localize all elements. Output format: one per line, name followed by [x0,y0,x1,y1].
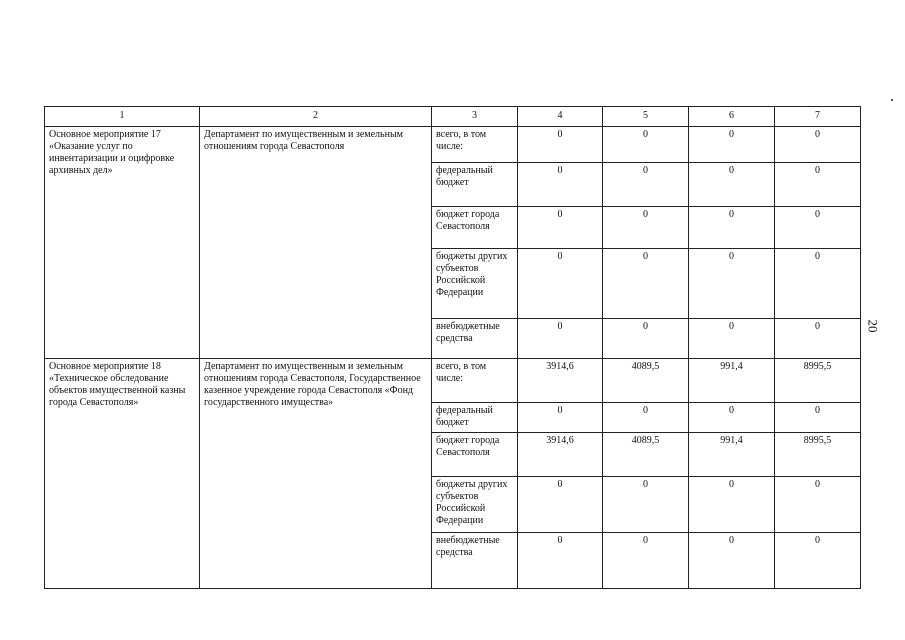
value-cell: 991,4 [689,433,775,477]
measure-cell: Основное мероприятие 18 «Техническое обследование объектов имущественной казны города Севастополя» [45,359,200,589]
source-cell: внебюджетные средства [432,319,518,359]
value-cell: 0 [518,163,603,207]
value-cell: 0 [689,207,775,249]
value-cell: 0 [689,163,775,207]
value-cell: 0 [518,319,603,359]
value-cell: 0 [775,403,861,433]
header-row [45,107,861,127]
value-cell: 4089,5 [603,359,689,403]
value-cell: 3914,6 [518,359,603,403]
source-cell: всего, в том числе: [432,359,518,403]
value-cell: 0 [518,477,603,533]
value-cell: 0 [518,249,603,319]
value-cell: 0 [603,127,689,163]
header-cell: 4 [518,107,603,127]
value-cell: 0 [775,319,861,359]
value-cell: 0 [518,403,603,433]
scan-speck [891,99,893,101]
value-cell: 0 [518,533,603,589]
table-row [45,359,861,403]
value-cell: 0 [775,533,861,589]
value-cell: 0 [518,207,603,249]
header-cell: 6 [689,107,775,127]
source-cell: бюджет города Севастополя [432,207,518,249]
page-number: 20 [865,319,881,333]
value-cell: 8995,5 [775,359,861,403]
value-cell: 0 [775,207,861,249]
value-cell: 3914,6 [518,433,603,477]
value-cell: 0 [775,127,861,163]
source-cell: всего, в том числе: [432,127,518,163]
value-cell: 4089,5 [603,433,689,477]
header-cell: 5 [603,107,689,127]
value-cell: 0 [603,319,689,359]
value-cell: 0 [689,249,775,319]
source-cell: федеральный бюджет [432,403,518,433]
value-cell: 0 [603,477,689,533]
value-cell: 0 [689,403,775,433]
value-cell: 8995,5 [775,433,861,477]
value-cell: 0 [689,477,775,533]
header-cell: 3 [432,107,518,127]
executor-cell: Департамент по имущественным и земельным отношениям города Севастополя [200,127,432,359]
value-cell: 991,4 [689,359,775,403]
value-cell: 0 [689,533,775,589]
value-cell: 0 [603,249,689,319]
value-cell: 0 [775,249,861,319]
measure-cell: Основное мероприятие 17 «Оказание услуг по инвентаризации и оцифровке архивных дел» [45,127,200,359]
value-cell: 0 [603,207,689,249]
source-cell: федеральный бюджет [432,163,518,207]
value-cell: 0 [775,477,861,533]
source-cell: бюджеты других субъектов Российской Федерации [432,477,518,533]
executor-cell: Департамент по имущественным и земельным отношениям города Севастополя, Государственное казенное учреждение города Севастополя «Фонд государственного имущества» [200,359,432,589]
source-cell: бюджет города Севастополя [432,433,518,477]
table-row [45,127,861,163]
header-cell: 2 [200,107,432,127]
value-cell: 0 [775,163,861,207]
value-cell: 0 [518,127,603,163]
header-cell: 7 [775,107,861,127]
budget-table [44,106,861,589]
value-cell: 0 [689,127,775,163]
value-cell: 0 [603,163,689,207]
value-cell: 0 [603,533,689,589]
header-cell: 1 [45,107,200,127]
source-cell: внебюджетные средства [432,533,518,589]
value-cell: 0 [603,403,689,433]
value-cell: 0 [689,319,775,359]
source-cell: бюджеты других субъектов Российской Федерации [432,249,518,319]
